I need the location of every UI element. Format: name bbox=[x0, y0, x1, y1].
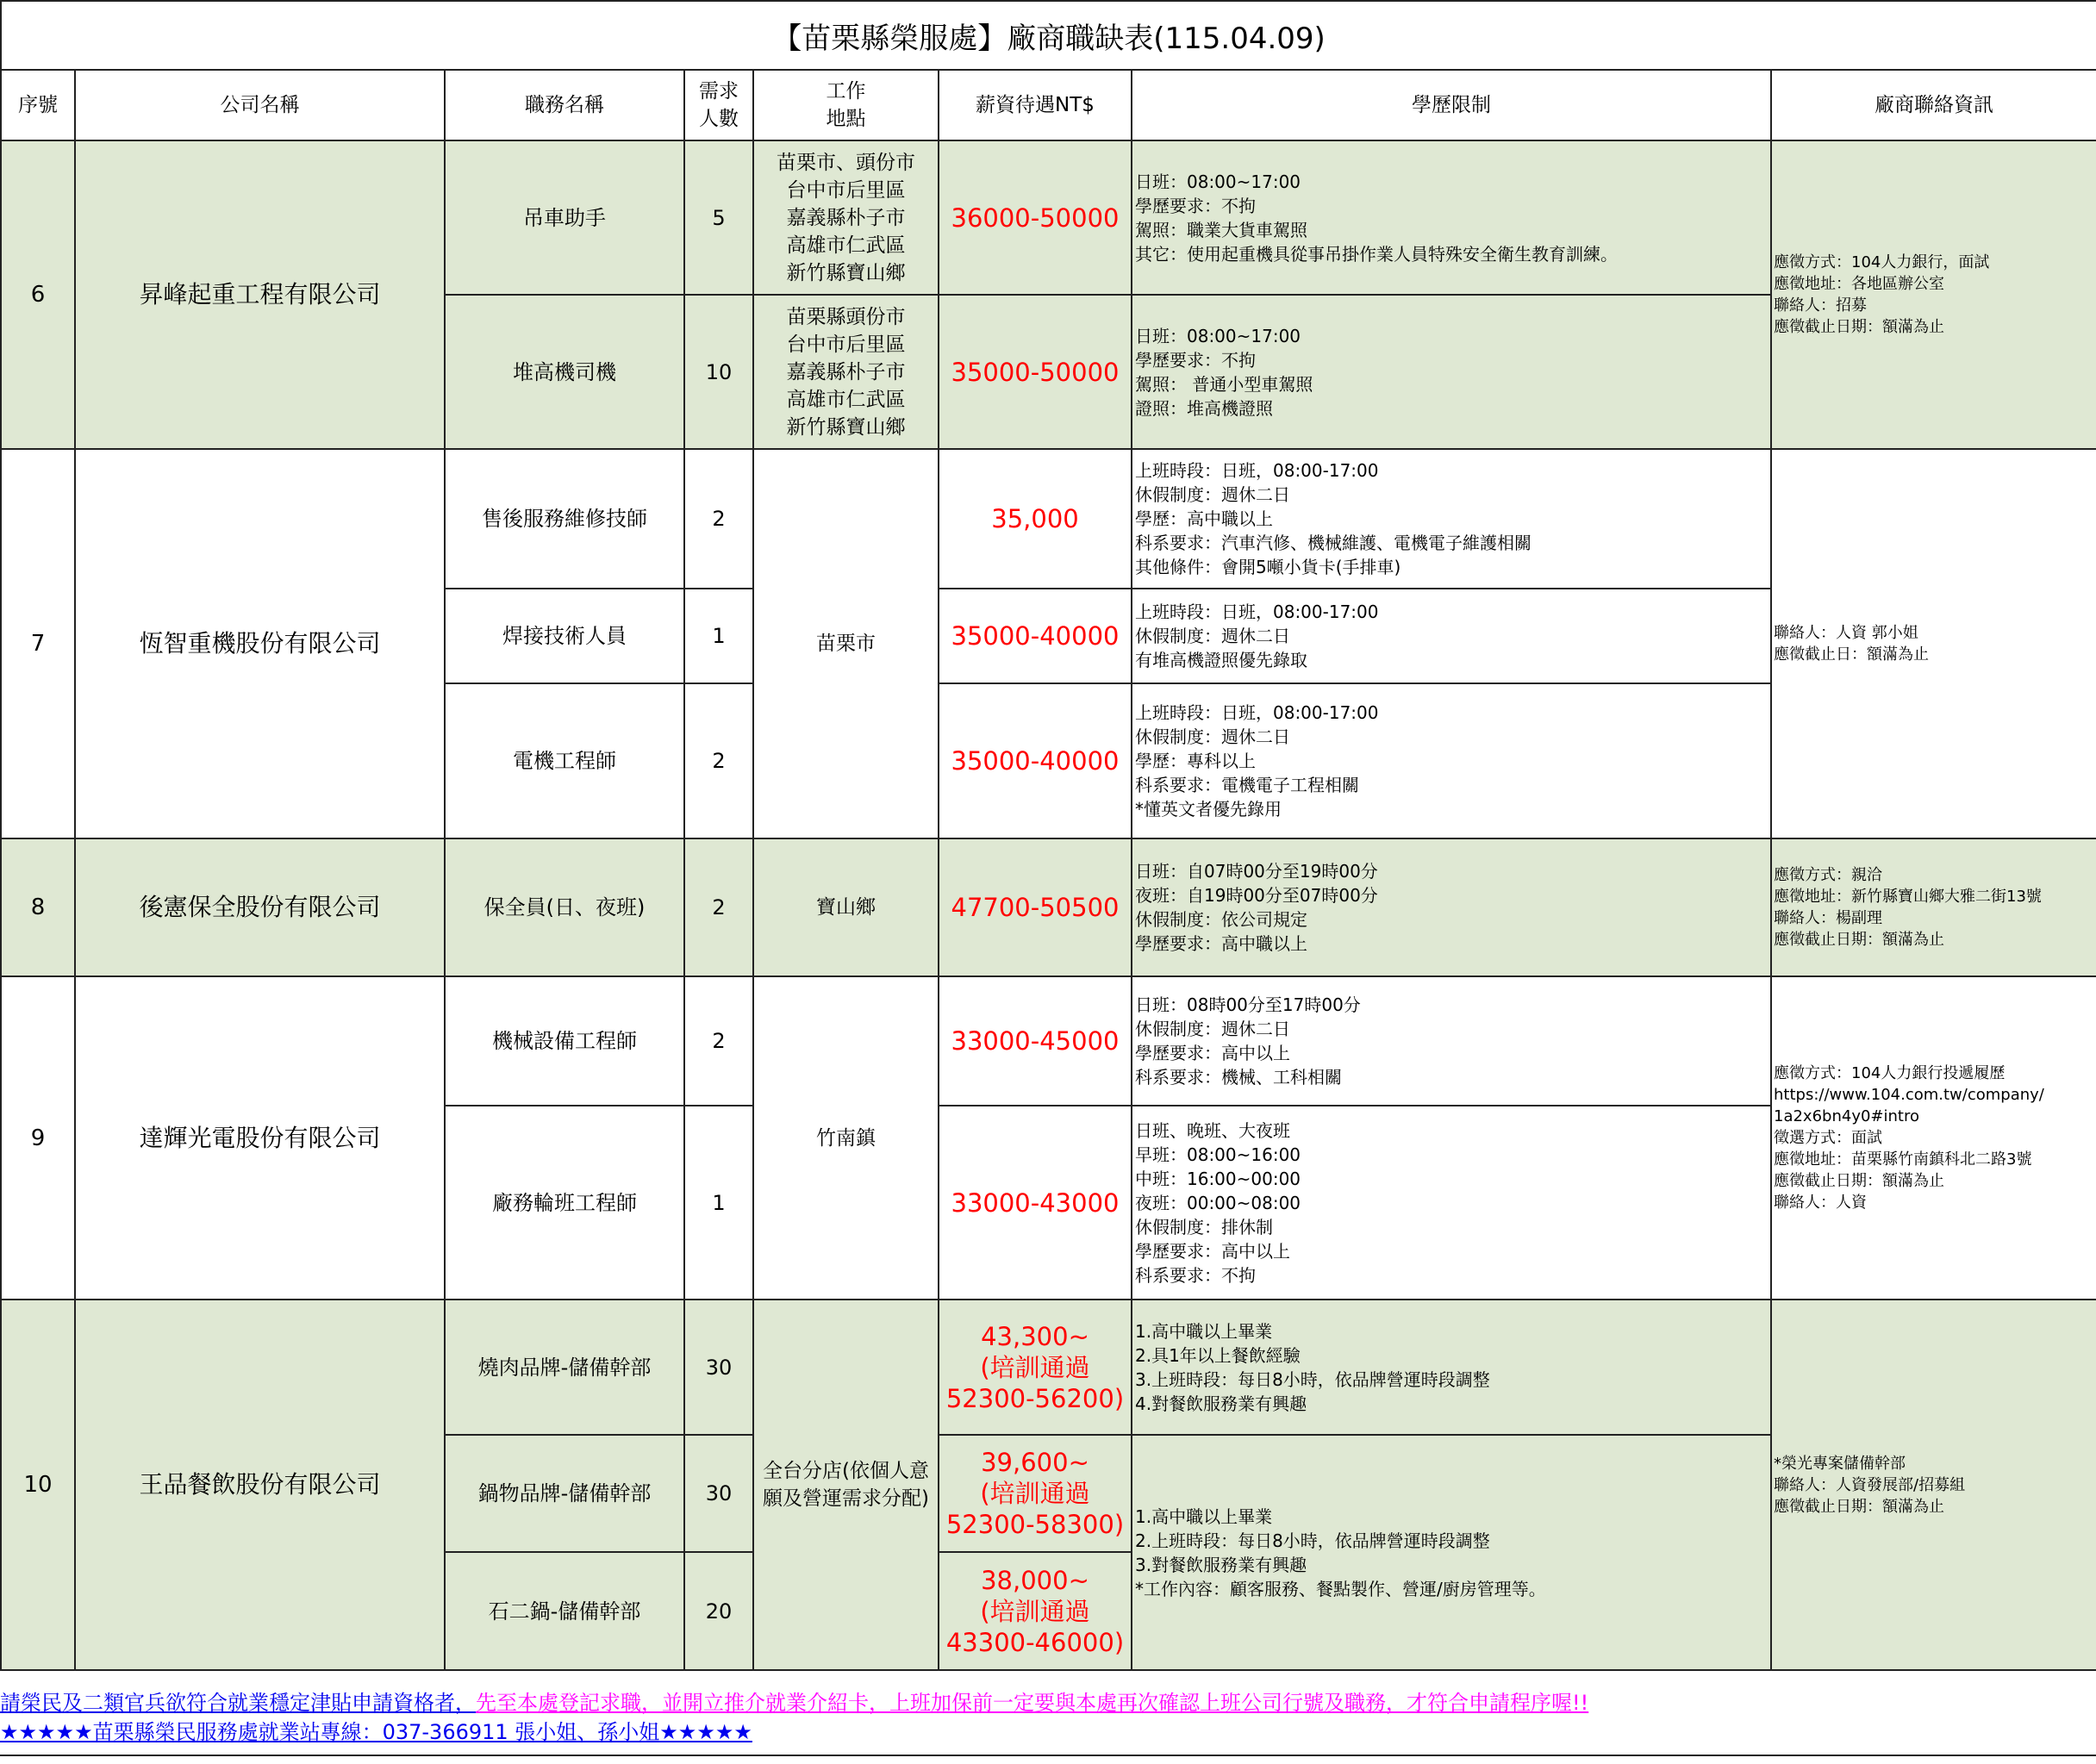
cell-line: 應徵截止日期：額滿為止 bbox=[1774, 1172, 1944, 1190]
company-contact bbox=[1771, 976, 2096, 1300]
cell-line: 早班：08:00~16:00 bbox=[1135, 1144, 1301, 1165]
job-count: 1 bbox=[684, 1106, 753, 1300]
job-title: 燒肉品牌-儲備幹部 bbox=[445, 1300, 684, 1435]
job-location bbox=[753, 976, 939, 1300]
cell-line: 嘉義縣朴子市 bbox=[786, 206, 906, 229]
cell-line: 駕照： 普通小型車駕照 bbox=[1135, 373, 1313, 395]
cell-line: 43,300~ bbox=[981, 1321, 1089, 1351]
cell-line: 休假制度：週休二日 bbox=[1135, 1019, 1290, 1039]
job-title: 焊接技術人員 bbox=[445, 589, 684, 683]
seq-cell: 7 bbox=[1, 449, 75, 838]
seq-cell: 9 bbox=[1, 976, 75, 1300]
cell-line: 33000-45000 bbox=[951, 1026, 1120, 1056]
header-company: 公司名稱 bbox=[75, 70, 445, 140]
cell-line: 其他條件：會開5噸小貨卡(手排車) bbox=[1135, 557, 1401, 577]
job-count: 2 bbox=[684, 838, 753, 976]
cell-line: 寶山鄉 bbox=[816, 896, 876, 919]
job-salary bbox=[939, 295, 1132, 449]
cell-line: 竹南鎮 bbox=[816, 1126, 876, 1150]
job-requirements bbox=[1132, 1300, 1771, 1435]
cell-line: 休假制度：週休二日 bbox=[1135, 626, 1290, 646]
cell-line: 聯絡人：人資 郭小姐 bbox=[1774, 624, 1918, 642]
cell-line: 學歷要求：高中職以上 bbox=[1135, 933, 1307, 954]
company-name: 後憲保全股份有限公司 bbox=[75, 838, 445, 976]
cell-line: 休假制度：依公司規定 bbox=[1135, 909, 1307, 930]
cell-line: 夜班：00:00~08:00 bbox=[1135, 1192, 1301, 1213]
company-contact bbox=[1771, 838, 2096, 976]
cell-line: 1a2x6bn4y0#intro bbox=[1774, 1107, 1919, 1125]
cell-line: 應徵地址：新竹縣寶山鄉大雅二街13號 bbox=[1774, 888, 2042, 906]
cell-line: 有堆高機證照優先錄取 bbox=[1135, 650, 1307, 670]
cell-line: 學歷：高中職以上 bbox=[1135, 508, 1273, 529]
job-count: 10 bbox=[684, 295, 753, 449]
cell-line: 4.對餐飲服務業有興趣 bbox=[1135, 1393, 1307, 1414]
cell-line: 應徵方式：104人力銀行投遞履歷 bbox=[1774, 1064, 2006, 1082]
cell-line: 苗栗市、頭份市 bbox=[777, 151, 915, 174]
cell-line: 學歷要求：不拘 bbox=[1135, 349, 1256, 371]
cell-line: 43300-46000) bbox=[945, 1627, 1125, 1657]
cell-line: 科系要求：不拘 bbox=[1135, 1264, 1256, 1286]
job-requirements bbox=[1132, 449, 1771, 589]
cell-line: 應徵截止日期：額滿為止 bbox=[1774, 931, 1944, 949]
cell-line: 日班：08:00~17:00 bbox=[1135, 171, 1301, 192]
cell-line: 學歷：專科以上 bbox=[1135, 751, 1256, 771]
job-salary bbox=[939, 838, 1132, 976]
cell-line: 其它：使用起重機具從事吊掛作業人員特殊安全衛生教育訓練。 bbox=[1135, 243, 1618, 265]
cell-line: https://www.104.com.tw/company/ bbox=[1774, 1086, 2044, 1104]
header-contact: 廠商聯絡資訊 bbox=[1771, 70, 2096, 140]
company-name: 恆智重機股份有限公司 bbox=[75, 449, 445, 838]
job-requirements bbox=[1132, 976, 1771, 1106]
cell-line: 52300-56200) bbox=[945, 1383, 1125, 1413]
cell-line: 科系要求：機械、工科相關 bbox=[1135, 1067, 1342, 1088]
footer-notice bbox=[0, 1686, 2096, 1716]
job-salary bbox=[939, 976, 1132, 1106]
cell-line: (培訓通過 bbox=[980, 1352, 1090, 1382]
company-name: 達輝光電股份有限公司 bbox=[75, 976, 445, 1300]
cell-line: 38,000~ bbox=[981, 1565, 1089, 1595]
job-requirements bbox=[1132, 295, 1771, 449]
bottom-divider bbox=[0, 1755, 2096, 1756]
cell-line: 聯絡人：楊副理 bbox=[1774, 909, 1882, 927]
cell-line: *工作內容：顧客服務、餐點製作、營運/廚房管理等。 bbox=[1135, 1578, 1546, 1599]
cell-line: 上班時段：日班，08:00-17:00 bbox=[1135, 460, 1379, 481]
company-name: 王品餐飲股份有限公司 bbox=[75, 1300, 445, 1670]
cell-line: 52300-58300) bbox=[945, 1510, 1125, 1539]
company-name: 昇峰起重工程有限公司 bbox=[75, 140, 445, 449]
cell-line: 科系要求：汽車汽修、機械維護、電機電子維護相關 bbox=[1135, 533, 1531, 553]
header-row bbox=[1, 70, 2096, 140]
job-title: 電機工程師 bbox=[445, 683, 684, 838]
header-job: 職務名稱 bbox=[445, 70, 684, 140]
cell-line: 日班、晚班、大夜班 bbox=[1135, 1119, 1290, 1141]
cell-line: 2.上班時段：每日8小時，依品牌營運時段調整 bbox=[1135, 1530, 1490, 1551]
job-title: 廠務輪班工程師 bbox=[445, 1106, 684, 1300]
header-count bbox=[684, 70, 753, 140]
cell-line: 苗栗市 bbox=[816, 633, 876, 655]
job-location bbox=[753, 449, 939, 838]
cell-line: 應徵截止日期：額滿為止 bbox=[1774, 318, 1944, 336]
cell-line: 休假制度：週休二日 bbox=[1135, 726, 1290, 747]
job-requirements bbox=[1132, 838, 1771, 976]
table-row bbox=[1, 838, 2096, 976]
company-contact bbox=[1771, 449, 2096, 838]
cell-line: 休假制度：排休制 bbox=[1135, 1216, 1273, 1237]
cell-line: 駕照：職業大貨車駕照 bbox=[1135, 219, 1307, 240]
header-count-line2: 人數 bbox=[699, 108, 739, 130]
job-title: 堆高機司機 bbox=[445, 295, 684, 449]
cell-line: 上班時段：日班，08:00-17:00 bbox=[1135, 702, 1379, 723]
footer-notice-part1: 請榮民及二類官兵欲符合就業穩定津貼申請資格者， bbox=[0, 1691, 476, 1715]
job-count: 2 bbox=[684, 976, 753, 1106]
footer-notice-part2: 先至本處登記求職，並開立推介就業介紹卡，上班加保前一定要與本處再次確認上班公司行號及職務，才符合申請程序喔!! bbox=[476, 1691, 1589, 1715]
job-requirements bbox=[1132, 589, 1771, 683]
job-salary bbox=[939, 1435, 1132, 1552]
table-row bbox=[1, 1300, 2096, 1435]
cell-line: 徵選方式：面試 bbox=[1774, 1129, 1882, 1147]
job-title: 售後服務維修技師 bbox=[445, 449, 684, 589]
cell-line: 台中市后里區 bbox=[786, 178, 906, 202]
job-title: 吊車助手 bbox=[445, 140, 684, 295]
cell-line: 休假制度：週休二日 bbox=[1135, 484, 1290, 505]
header-location-line1: 工作 bbox=[826, 80, 866, 103]
job-count: 2 bbox=[684, 449, 753, 589]
cell-line: 願及營運需求分配) bbox=[763, 1487, 929, 1510]
cell-line: 新竹縣寶山鄉 bbox=[786, 261, 906, 284]
seq-cell: 10 bbox=[1, 1300, 75, 1670]
cell-line: 聯絡人：人資發展部/招募組 bbox=[1774, 1475, 1966, 1494]
job-count: 30 bbox=[684, 1435, 753, 1552]
job-salary bbox=[939, 683, 1132, 838]
header-salary: 薪資待遇NT$ bbox=[939, 70, 1132, 140]
job-location bbox=[753, 838, 939, 976]
cell-line: 應徵截止日：額滿為止 bbox=[1774, 645, 1929, 664]
job-count: 1 bbox=[684, 589, 753, 683]
cell-line: 高雄市仁武區 bbox=[786, 388, 906, 411]
cell-line: 36000-50000 bbox=[951, 203, 1120, 233]
cell-line: 苗栗縣頭份市 bbox=[786, 305, 906, 328]
cell-line: 嘉義縣朴子市 bbox=[786, 360, 906, 383]
cell-line: (培訓通過 bbox=[980, 1596, 1090, 1626]
cell-line: 上班時段：日班，08:00-17:00 bbox=[1135, 602, 1379, 622]
job-salary bbox=[939, 140, 1132, 295]
job-requirements bbox=[1132, 683, 1771, 838]
table-row bbox=[1, 140, 2096, 295]
cell-line: 35000-40000 bbox=[951, 746, 1120, 776]
cell-line: 應徵地址：苗栗縣竹南鎮科北二路3號 bbox=[1774, 1150, 2032, 1169]
job-location bbox=[753, 1300, 939, 1670]
cell-line: 應徵方式：104人力銀行，面試 bbox=[1774, 253, 1990, 271]
cell-line: 3.上班時段：每日8小時，依品牌營運時段調整 bbox=[1135, 1368, 1490, 1390]
job-title: 機械設備工程師 bbox=[445, 976, 684, 1106]
cell-line: 2.具1年以上餐飲經驗 bbox=[1135, 1344, 1301, 1366]
job-requirements bbox=[1132, 1106, 1771, 1300]
page-title: 【苗栗縣榮服處】廠商職缺表(115.04.09) bbox=[1, 1, 2096, 70]
cell-line: 學歷要求：不拘 bbox=[1135, 195, 1256, 216]
cell-line: 應徵截止日期：額滿為止 bbox=[1774, 1497, 1944, 1516]
job-location bbox=[753, 295, 939, 449]
job-count: 2 bbox=[684, 683, 753, 838]
cell-line: *榮光專案儲備幹部 bbox=[1774, 1454, 1906, 1473]
header-seq: 序號 bbox=[1, 70, 75, 140]
cell-line: 夜班：自19時00分至07時00分 bbox=[1135, 885, 1378, 906]
cell-line: 39,600~ bbox=[981, 1448, 1089, 1477]
cell-line: 日班：08時00分至17時00分 bbox=[1135, 994, 1361, 1015]
job-salary bbox=[939, 1106, 1132, 1300]
cell-line: 新竹縣寶山鄉 bbox=[786, 415, 906, 439]
table-row bbox=[1, 976, 2096, 1106]
company-contact bbox=[1771, 1300, 2096, 1670]
job-requirements bbox=[1132, 140, 1771, 295]
cell-line: 日班：08:00~17:00 bbox=[1135, 325, 1301, 346]
table-row bbox=[1, 449, 2096, 589]
seq-cell: 8 bbox=[1, 838, 75, 976]
cell-line: 1.高中職以上畢業 bbox=[1135, 1320, 1273, 1342]
cell-line: 47700-50500 bbox=[951, 893, 1120, 922]
footer-hotline bbox=[0, 1715, 2096, 1745]
cell-line: 台中市后里區 bbox=[786, 333, 906, 356]
job-location bbox=[753, 140, 939, 295]
cell-line: 證照：堆高機證照 bbox=[1135, 397, 1273, 419]
job-title: 保全員(日、夜班) bbox=[445, 838, 684, 976]
cell-line: 35000-40000 bbox=[951, 621, 1120, 651]
job-salary bbox=[939, 1552, 1132, 1670]
seq-cell: 6 bbox=[1, 140, 75, 449]
cell-line: (培訓通過 bbox=[980, 1479, 1090, 1508]
cell-line: 1.高中職以上畢業 bbox=[1135, 1505, 1273, 1527]
footer-hotline-text: ★★★★★苗栗縣榮民服務處就業站專線：037-366911 張小姐、孫小姐★★★★★ bbox=[0, 1720, 752, 1744]
cell-line: 3.對餐飲服務業有興趣 bbox=[1135, 1554, 1307, 1575]
cell-line: 35,000 bbox=[991, 504, 1079, 533]
cell-line: 學歷要求：高中以上 bbox=[1135, 1240, 1290, 1262]
header-location-line2: 地點 bbox=[826, 108, 866, 130]
job-salary bbox=[939, 1300, 1132, 1435]
header-location bbox=[753, 70, 939, 140]
cell-line: 全台分店(依個人意 bbox=[763, 1460, 929, 1482]
job-title: 石二鍋-儲備幹部 bbox=[445, 1552, 684, 1670]
job-requirements bbox=[1132, 1435, 1771, 1670]
job-salary bbox=[939, 449, 1132, 589]
cell-line: *懂英文者優先錄用 bbox=[1135, 799, 1282, 820]
cell-line: 聯絡人：人資 bbox=[1774, 1194, 1867, 1212]
cell-line: 33000-43000 bbox=[951, 1187, 1120, 1218]
cell-line: 35000-50000 bbox=[951, 357, 1120, 387]
cell-line: 聯絡人：招募 bbox=[1774, 296, 1867, 315]
company-contact bbox=[1771, 140, 2096, 449]
job-count: 5 bbox=[684, 140, 753, 295]
job-salary bbox=[939, 589, 1132, 683]
job-count: 20 bbox=[684, 1552, 753, 1670]
cell-line: 應徵方式：親洽 bbox=[1774, 866, 1882, 884]
cell-line: 學歷要求：高中以上 bbox=[1135, 1043, 1290, 1063]
header-count-line1: 需求 bbox=[699, 80, 739, 103]
job-title: 鍋物品牌-儲備幹部 bbox=[445, 1435, 684, 1552]
cell-line: 應徵地址：各地區辦公室 bbox=[1774, 275, 1944, 293]
job-count: 30 bbox=[684, 1300, 753, 1435]
cell-line: 高雄市仁武區 bbox=[786, 234, 906, 257]
cell-line: 科系要求：電機電子工程相關 bbox=[1135, 775, 1359, 795]
cell-line: 中班：16:00~00:00 bbox=[1135, 1168, 1301, 1189]
header-requirements: 學歷限制 bbox=[1132, 70, 1771, 140]
cell-line: 日班：自07時00分至19時00分 bbox=[1135, 861, 1378, 882]
